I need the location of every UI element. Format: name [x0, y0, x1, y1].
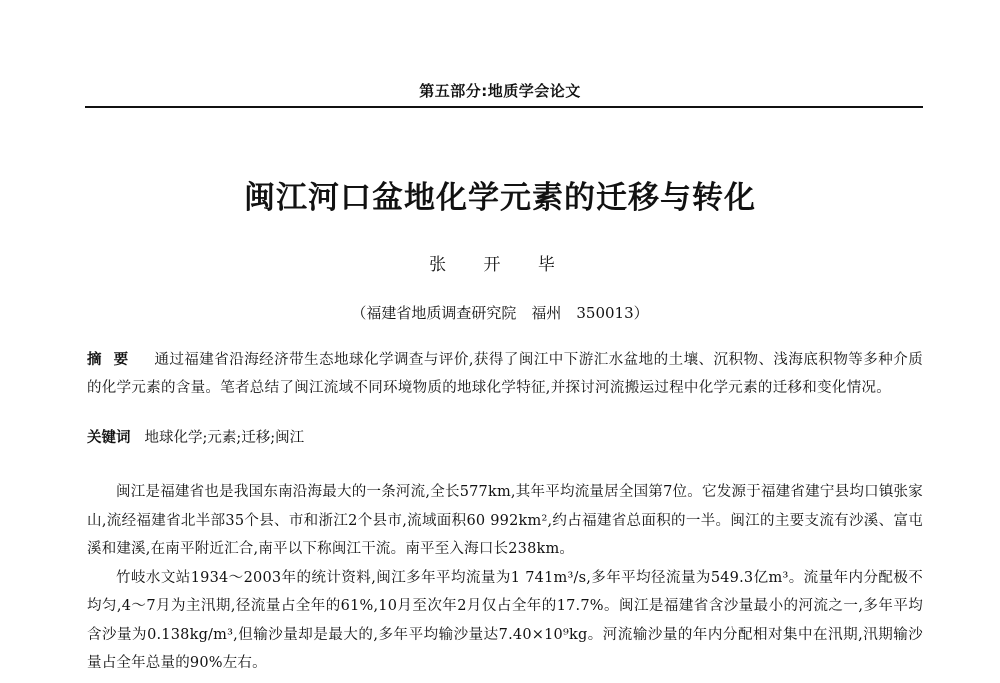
keywords-text: 地球化学;元素;迁移;闽江	[144, 430, 305, 446]
body-text	[87, 478, 923, 678]
body-paragraph: 竹岐水文站1934～2003年的统计资料,闽江多年平均流量为1 741m³/s,多年平均径流量为549.3亿m³。流量年内分配极不均匀,4～7月为主汛期,径流量占全年的61%,10月至次年2月仅占全年的17.7%。闽江是福建省含沙量最小的河流之一,多年平均含沙量为0.138kg/m³,但输沙量却是最大的,多年平均输沙量达7.40×10⁹kg。河流输沙量的年内分配相对集中在汛期,汛期输沙量占全年总量的90%左右。	[87, 569, 923, 671]
abstract-text: 通过福建省沿海经济带生态地球化学调查与评价,获得了闽江中下游汇水盆地的土壤、沉积物、浅海底积物等多种介质的化学元素的含量。笔者总结了闽江流域不同环境物质的地球化学特征,并探讨河流搬运过程中化学元素的迁移和变化情况。	[87, 352, 923, 396]
paper-title: 闽江河口盆地化学元素的迁移与转化	[244, 180, 756, 216]
abstract	[87, 346, 923, 402]
keywords	[87, 426, 923, 450]
header-rule	[85, 106, 923, 108]
body-paragraph: 闽江是福建省也是我国东南沿海最大的一条河流,全长577km,其年平均流量居全国第7位。它发源于福建省建宁县均口镇张家山,流经福建省北半部35个县、市和浙江2个县市,流域面积60 992km²,约占福建省总面积的一半。闽江的主要支流有沙溪、富屯溪和建溪,在南平附近汇合,南平以下称闽江干流。南平至入海口长238km。	[87, 484, 923, 557]
section-header: 第五部分:地质学会论文	[419, 82, 581, 100]
author: 张 开 毕	[429, 255, 571, 275]
keywords-label: 关键词	[87, 430, 131, 446]
affiliation: （福建省地质调查研究院 福州 350013）	[351, 304, 649, 322]
abstract-label: 摘要	[87, 352, 141, 368]
